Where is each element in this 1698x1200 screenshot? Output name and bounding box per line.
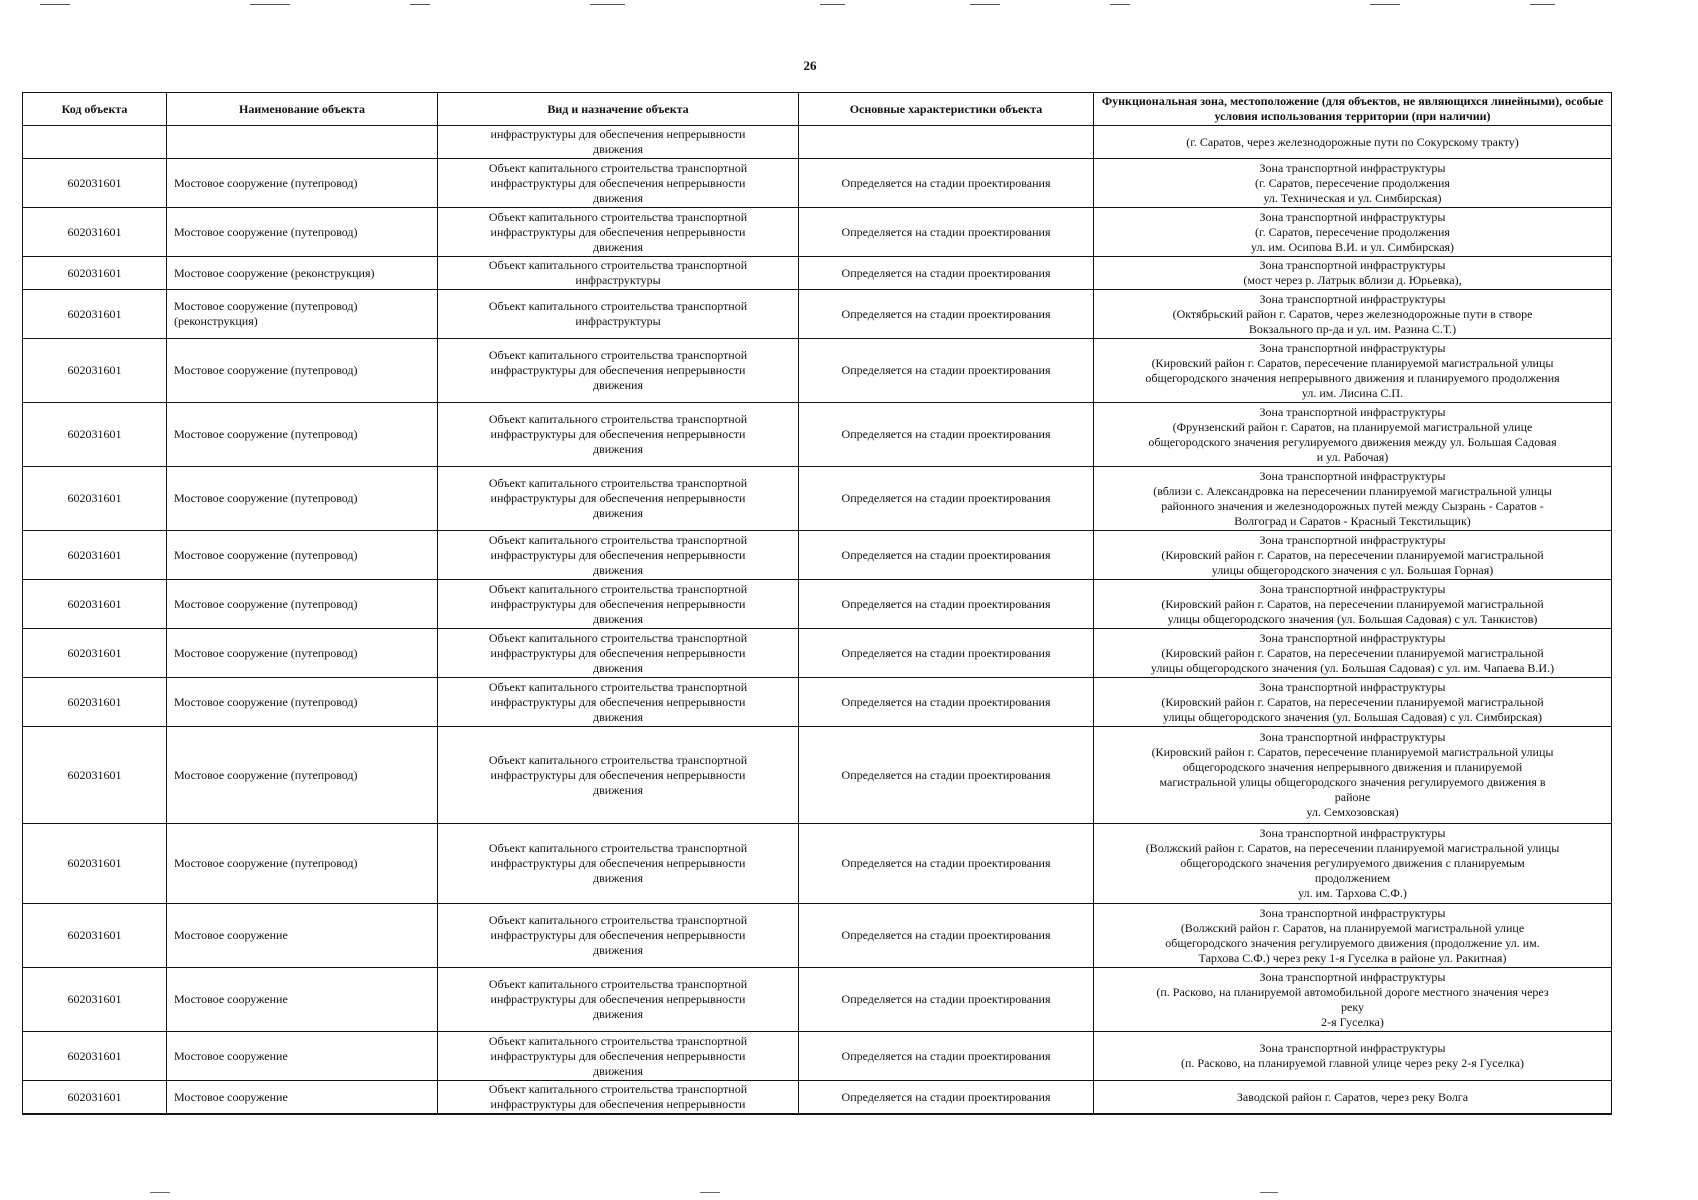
object-type: Объект капитального строительства транспортной инфраструктуры для обеспечения непрерывности движения <box>438 467 799 531</box>
object-name: Мостовое сооружение (путепровод) <box>167 629 438 678</box>
table-row <box>23 1032 1612 1081</box>
object-code: 602031601 <box>23 678 167 727</box>
object-code: 602031601 <box>23 290 167 339</box>
table-row <box>23 467 1612 531</box>
scan-mark <box>820 4 845 5</box>
object-zone: Зона транспортной инфраструктуры (Кировский район г. Саратов, пересечение планируемой магистральной улицы общегородского значения непрерывного движения и планируемой магистральной улицы общегородского значения регулируемого движения в районе ул. Семхозовская) <box>1094 727 1612 824</box>
object-name: Мостовое сооружение (путепровод) <box>167 678 438 727</box>
scan-mark <box>150 1192 170 1193</box>
object-name: Мостовое сооружение (путепровод) (реконструкция) <box>167 290 438 339</box>
object-zone: Зона транспортной инфраструктуры (Кировский район г. Саратов, на пересечении планируемой магистральной улицы общегородского значения с ул. Большая Горная) <box>1094 531 1612 580</box>
header-type: Вид и назначение объекта <box>438 93 799 126</box>
object-characteristics: Определяется на стадии проектирования <box>799 968 1094 1032</box>
objects-table <box>22 92 1612 1115</box>
object-characteristics: Определяется на стадии проектирования <box>799 1081 1094 1115</box>
object-type: Объект капитального строительства транспортной инфраструктуры для обеспечения непрерывности <box>438 1081 799 1115</box>
object-zone: Зона транспортной инфраструктуры (вблизи с. Александровка на пересечении планируемой магистральной улицы районного значения и железнодорожных путей между Сызрань - Саратов - Волгоград и Саратов - Красный Текстильщик) <box>1094 467 1612 531</box>
object-name: Мостовое сооружение (путепровод) <box>167 339 438 403</box>
object-zone: Зона транспортной инфраструктуры (Октябрьский район г. Саратов, через железнодорожные пути в створе Вокзального пр-да и ул. им. Разина С.Т.) <box>1094 290 1612 339</box>
object-type: Объект капитального строительства транспортной инфраструктуры для обеспечения непрерывности движения <box>438 678 799 727</box>
object-code: 602031601 <box>23 727 167 824</box>
object-characteristics: Определяется на стадии проектирования <box>799 580 1094 629</box>
header-zone: Функциональная зона, местоположение (для объектов, не являющихся линейными), особые условия использования территории (при наличии) <box>1094 93 1612 126</box>
object-code: 602031601 <box>23 257 167 290</box>
scan-mark <box>250 4 290 5</box>
table-row <box>23 580 1612 629</box>
object-characteristics: Определяется на стадии проектирования <box>799 727 1094 824</box>
object-code: 602031601 <box>23 159 167 208</box>
object-characteristics: Определяется на стадии проектирования <box>799 467 1094 531</box>
object-type: Объект капитального строительства транспортной инфраструктуры <box>438 257 799 290</box>
object-name: Мостовое сооружение (путепровод) <box>167 727 438 824</box>
object-code: 602031601 <box>23 904 167 968</box>
object-zone: Зона транспортной инфраструктуры (п. Расково, на планируемой главной улице через реку 2-я Гуселка) <box>1094 1032 1612 1081</box>
object-name: Мостовое сооружение (путепровод) <box>167 531 438 580</box>
object-type: Объект капитального строительства транспортной инфраструктуры для обеспечения непрерывности движения <box>438 580 799 629</box>
table-row <box>23 403 1612 467</box>
scan-mark <box>590 4 625 5</box>
object-type: Объект капитального строительства транспортной инфраструктуры для обеспечения непрерывности движения <box>438 904 799 968</box>
object-name <box>167 126 438 159</box>
object-zone: Зона транспортной инфраструктуры (Волжский район г. Саратов, на пересечении планируемой магистральной улицы общегородского значения регулируемого движения с планируемым продолжением ул. им. Тархова С.Ф.) <box>1094 824 1612 904</box>
object-type: инфраструктуры для обеспечения непрерывности движения <box>438 126 799 159</box>
table-row <box>23 678 1612 727</box>
object-characteristics <box>799 126 1094 159</box>
object-code: 602031601 <box>23 467 167 531</box>
object-type: Объект капитального строительства транспортной инфраструктуры для обеспечения непрерывности движения <box>438 824 799 904</box>
table-row <box>23 968 1612 1032</box>
table-row <box>23 904 1612 968</box>
object-characteristics: Определяется на стадии проектирования <box>799 824 1094 904</box>
object-name: Мостовое сооружение (путепровод) <box>167 580 438 629</box>
object-characteristics: Определяется на стадии проектирования <box>799 208 1094 257</box>
object-type: Объект капитального строительства транспортной инфраструктуры для обеспечения непрерывности движения <box>438 339 799 403</box>
object-code: 602031601 <box>23 824 167 904</box>
scan-mark <box>970 4 1000 5</box>
object-characteristics: Определяется на стадии проектирования <box>799 257 1094 290</box>
object-zone: Зона транспортной инфраструктуры (Кировский район г. Саратов, пересечение планируемой магистральной улицы общегородского значения непрерывного движения и планируемого продолжения ул. им. Лисина С.П. <box>1094 339 1612 403</box>
scan-mark <box>410 4 430 5</box>
object-name: Мостовое сооружение (путепровод) <box>167 159 438 208</box>
object-name: Мостовое сооружение (путепровод) <box>167 403 438 467</box>
table-row <box>23 531 1612 580</box>
object-name: Мостовое сооружение <box>167 968 438 1032</box>
object-zone: Зона транспортной инфраструктуры (г. Саратов, пересечение продолжения ул. им. Осипова В.И. и ул. Симбирская) <box>1094 208 1612 257</box>
object-characteristics: Определяется на стадии проектирования <box>799 403 1094 467</box>
object-type: Объект капитального строительства транспортной инфраструктуры <box>438 290 799 339</box>
object-name: Мостовое сооружение (путепровод) <box>167 208 438 257</box>
scan-mark <box>1530 4 1555 5</box>
header-name: Наименование объекта <box>167 93 438 126</box>
table-row <box>23 126 1612 159</box>
object-type: Объект капитального строительства транспортной инфраструктуры для обеспечения непрерывности движения <box>438 208 799 257</box>
object-name: Мостовое сооружение (путепровод) <box>167 824 438 904</box>
table-row <box>23 1081 1612 1115</box>
table-header-row <box>23 93 1612 126</box>
object-characteristics: Определяется на стадии проектирования <box>799 629 1094 678</box>
scan-mark <box>1260 1192 1278 1193</box>
object-characteristics: Определяется на стадии проектирования <box>799 1032 1094 1081</box>
page-number: 26 <box>803 58 817 73</box>
object-code: 602031601 <box>23 1081 167 1115</box>
object-zone: Зона транспортной инфраструктуры (г. Саратов, пересечение продолжения ул. Техническая и ул. Симбирская) <box>1094 159 1612 208</box>
object-zone: Зона транспортной инфраструктуры (п. Расково, на планируемой автомобильной дороге местного значения через реку 2-я Гуселка) <box>1094 968 1612 1032</box>
object-code: 602031601 <box>23 1032 167 1081</box>
table-row <box>23 629 1612 678</box>
table-row <box>23 290 1612 339</box>
scan-mark <box>40 4 70 5</box>
object-characteristics: Определяется на стадии проектирования <box>799 904 1094 968</box>
scan-mark <box>1370 4 1400 5</box>
object-name: Мостовое сооружение <box>167 1081 438 1115</box>
object-characteristics: Определяется на стадии проектирования <box>799 678 1094 727</box>
object-type: Объект капитального строительства транспортной инфраструктуры для обеспечения непрерывности движения <box>438 968 799 1032</box>
scan-mark <box>1110 4 1130 5</box>
object-zone: Зона транспортной инфраструктуры (Кировский район г. Саратов, на пересечении планируемой магистральной улицы общегородского значения (ул. Большая Садовая) с ул. им. Чапаева В.И.) <box>1094 629 1612 678</box>
object-characteristics: Определяется на стадии проектирования <box>799 531 1094 580</box>
object-type: Объект капитального строительства транспортной инфраструктуры для обеспечения непрерывности движения <box>438 727 799 824</box>
object-type: Объект капитального строительства транспортной инфраструктуры для обеспечения непрерывности движения <box>438 159 799 208</box>
object-characteristics: Определяется на стадии проектирования <box>799 339 1094 403</box>
object-code: 602031601 <box>23 339 167 403</box>
table-row <box>23 824 1612 904</box>
object-name: Мостовое сооружение (путепровод) <box>167 467 438 531</box>
object-code <box>23 126 167 159</box>
object-characteristics: Определяется на стадии проектирования <box>799 290 1094 339</box>
object-code: 602031601 <box>23 580 167 629</box>
object-code: 602031601 <box>23 629 167 678</box>
object-code: 602031601 <box>23 208 167 257</box>
object-name: Мостовое сооружение (реконструкция) <box>167 257 438 290</box>
scan-mark <box>700 1192 720 1193</box>
object-zone: Зона транспортной инфраструктуры (Волжский район г. Саратов, на планируемой магистральной улице общегородского значения регулируемого движения (продолжение ул. им. Тархова С.Ф.) через реку 1-я Гуселка в районе ул. Ракитная) <box>1094 904 1612 968</box>
object-type: Объект капитального строительства транспортной инфраструктуры для обеспечения непрерывности движения <box>438 531 799 580</box>
object-zone: (г. Саратов, через железнодорожные пути по Сокурскому тракту) <box>1094 126 1612 159</box>
table-row <box>23 339 1612 403</box>
object-name: Мостовое сооружение <box>167 1032 438 1081</box>
object-code: 602031601 <box>23 531 167 580</box>
object-zone: Зона транспортной инфраструктуры (мост через р. Латрык вблизи д. Юрьевка), <box>1094 257 1612 290</box>
object-type: Объект капитального строительства транспортной инфраструктуры для обеспечения непрерывности движения <box>438 1032 799 1081</box>
object-zone: Зона транспортной инфраструктуры (Кировский район г. Саратов, на пересечении планируемой магистральной улицы общегородского значения (ул. Большая Садовая) с ул. Танкистов) <box>1094 580 1612 629</box>
object-code: 602031601 <box>23 968 167 1032</box>
object-zone: Заводской район г. Саратов, через реку Волга <box>1094 1081 1612 1115</box>
table-row <box>23 727 1612 824</box>
object-zone: Зона транспортной инфраструктуры (Фрунзенский район г. Саратов, на планируемой магистральной улице общегородского значения регулируемого движения между ул. Большая Садовая и ул. Рабочая) <box>1094 403 1612 467</box>
object-name: Мостовое сооружение <box>167 904 438 968</box>
object-characteristics: Определяется на стадии проектирования <box>799 159 1094 208</box>
header-characteristics: Основные характеристики объекта <box>799 93 1094 126</box>
header-code: Код объекта <box>23 93 167 126</box>
table-row <box>23 208 1612 257</box>
table-row <box>23 257 1612 290</box>
object-zone: Зона транспортной инфраструктуры (Кировский район г. Саратов, на пересечении планируемой магистральной улицы общегородского значения (ул. Большая Садовая) с ул. Симбирская) <box>1094 678 1612 727</box>
object-type: Объект капитального строительства транспортной инфраструктуры для обеспечения непрерывности движения <box>438 629 799 678</box>
table-row <box>23 159 1612 208</box>
object-code: 602031601 <box>23 403 167 467</box>
object-type: Объект капитального строительства транспортной инфраструктуры для обеспечения непрерывности движения <box>438 403 799 467</box>
